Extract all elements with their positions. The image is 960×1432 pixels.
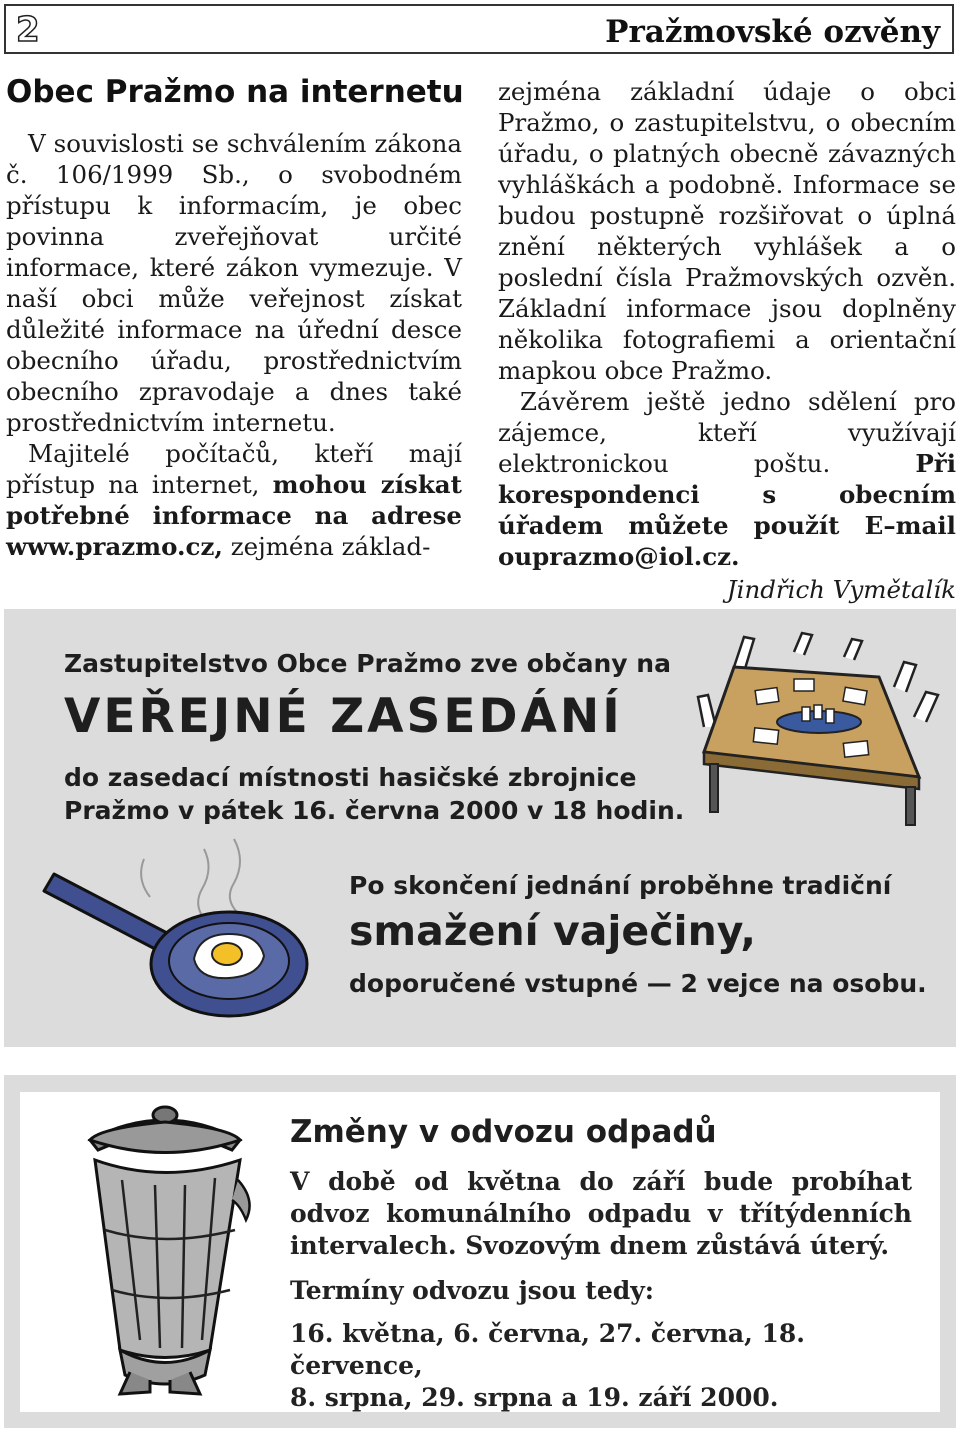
meeting-place — [64, 761, 684, 827]
conference-table-icon — [694, 627, 944, 827]
article-p2-start: Majitelé počítačů, kteří mají přístup na internet, — [6, 439, 462, 499]
meeting-invite: Zastupitelstvo Obce Pražmo zve občany na — [64, 649, 671, 678]
article-paragraph-2a — [6, 438, 462, 562]
waste-text: V době od května do září bude probíhat odvoz komunálního odpadu v třítýdenních intervalech. Svozovým dnem zůstává úterý. — [290, 1167, 912, 1260]
meeting-fee: doporučené vstupné — 2 vejce na osobu. — [349, 969, 927, 998]
article-author: Jindřich Vymětalík — [726, 575, 956, 604]
article-column-right — [498, 76, 956, 605]
article-p2-join: zejména základ- — [230, 532, 431, 561]
article-p2-bold: mohou získat potřebné informace na adrese www.prazmo.cz, — [6, 470, 462, 561]
newspaper-name: Pražmovské ozvěny — [605, 14, 940, 50]
article-p3-bold: Při korespondenci s obecním úřadem můžete použít E–mail ouprazmo@iol.cz. — [498, 449, 956, 571]
meeting-title: VEŘEJNÉ ZASEDÁNÍ — [64, 689, 623, 744]
page-number: 2 — [16, 10, 40, 50]
meeting-place-line2: Pražmo v pátek 16. června 2000 v 18 hodin. — [64, 796, 685, 825]
meeting-announcement — [4, 609, 956, 1047]
meeting-place-line1: do zasedací místnosti hasičské zbrojnice — [64, 763, 637, 792]
waste-dates-line1: 16. května, 6. června, 27. června, 18. července, — [290, 1319, 805, 1380]
waste-inner-panel — [20, 1092, 940, 1412]
page-header — [4, 4, 954, 54]
waste-dates-title: Termíny odvozu jsou tedy: — [290, 1276, 654, 1305]
article-title: Obec Pražmo na internetu — [6, 74, 464, 110]
waste-collection-box — [4, 1075, 956, 1428]
article-p3-start: Závěrem ještě jedno sdělení pro zájemce, kteří využívají elektronickou poštu. — [498, 387, 956, 478]
meeting-event: smažení vaječiny, — [349, 907, 756, 955]
waste-dates — [290, 1318, 920, 1414]
trash-can-icon — [60, 1100, 270, 1405]
article-paragraph-2b: zejména základní údaje o obci Pražmo, o zastupitelstvu, o obecním úřadu, o platných obecně závazných vyhláškách a podobně. Informace se budou postupně rozšiřovat o úplná znění některých vyhlášek a o poslední čísla Pražmovských ozvěn. Základní informace jsou doplněny několika fotografiemi a orientační mapkou obce Pražmo. — [498, 77, 956, 385]
waste-title: Změny v odvozu odpadů — [290, 1114, 717, 1150]
article-paragraph-1: V souvislosti se schválením zákona č. 106/1999 Sb., o svobodném přístupu k informacím, je obec povinna zveřejňovat určité informace, které zákon vymezuje. V naší obci může veřejnost získat důležité informace na úřední desce obecního úřadu, prostřednictvím obecního zpravodaje a dnes také prostřednictvím internetu. — [6, 129, 462, 437]
waste-dates-line2: 8. srpna, 29. srpna a 19. září 2000. — [290, 1383, 779, 1412]
frying-pan-icon — [34, 829, 324, 1029]
article-paragraph-3 — [498, 386, 956, 572]
article-column-left — [6, 128, 462, 562]
meeting-after: Po skončení jednání proběhne tradiční — [349, 871, 892, 900]
